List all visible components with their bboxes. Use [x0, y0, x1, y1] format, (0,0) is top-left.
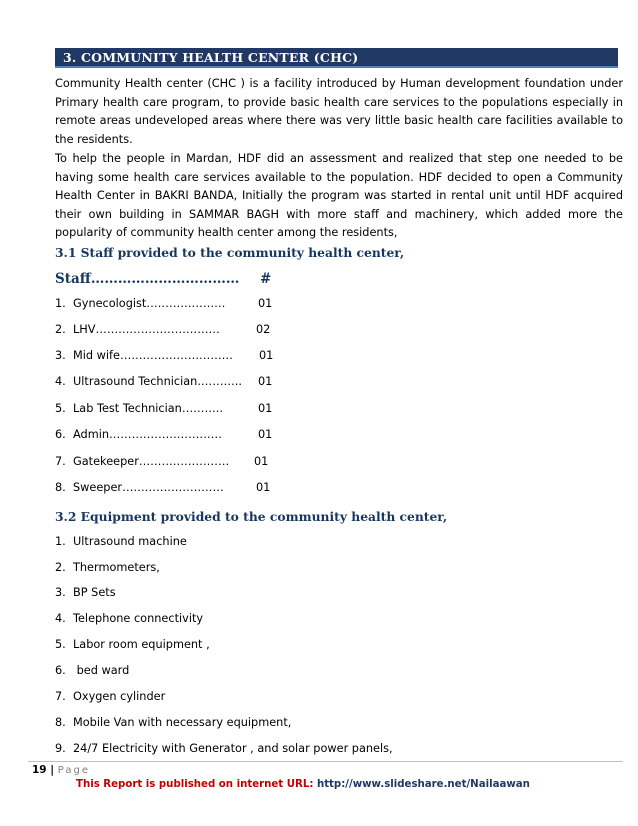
equipment-name: Thermometers, — [73, 561, 160, 574]
equipment-name: Oxygen cylinder — [73, 690, 166, 703]
staff-list-item — [55, 323, 271, 336]
list-number: 7. — [55, 690, 66, 703]
intro-paragraph-2: To help the people in Mardan, HDF did an assessment and realized that step one needed to be having some health care services available to the population. HDF decided to open a Community Health Center in BAKRI BANDA, Initially the program was started in rental unit until HDF acquired their own building in SAMMAR BAGH with more staff and machinery, which added more the popularity of community health center among the residents, — [55, 152, 623, 240]
staff-list-item — [55, 402, 273, 415]
footer-url-link[interactable]: http://www.slideshare.net/Nailaawan — [316, 779, 530, 790]
staff-count-column-label: # — [260, 271, 272, 287]
staff-count: 02 — [256, 323, 271, 336]
list-number: 1. — [55, 297, 66, 310]
equipment-list-item — [55, 561, 160, 574]
list-number: 8. — [55, 716, 66, 729]
list-number: 7. — [55, 455, 66, 468]
section-title-banner — [55, 48, 618, 68]
staff-column-header — [55, 271, 272, 287]
list-number: 3. — [55, 586, 66, 599]
staff-role: Mid wife………………………… — [73, 349, 233, 362]
staff-role: LHV…………………………… — [73, 323, 220, 336]
staff-count: 01 — [254, 455, 269, 468]
staff-column-label: Staff…………………………… — [55, 271, 240, 287]
staff-role: Admin………………………… — [73, 428, 222, 441]
page-number: 19 — [32, 764, 47, 776]
section-title: 3. COMMUNITY HEALTH CENTER (CHC) — [63, 50, 359, 65]
page-number-footer — [32, 764, 90, 776]
staff-count: 01 — [256, 481, 271, 494]
staff-list-item — [55, 455, 269, 468]
equipment-name: Mobile Van with necessary equipment, — [73, 716, 292, 729]
list-number: 9. — [55, 742, 66, 755]
equipment-name: 24/7 Electricity with Generator , and solar power panels, — [73, 742, 393, 755]
list-number: 3. — [55, 349, 66, 362]
list-number: 5. — [55, 638, 66, 651]
staff-list-item — [55, 481, 271, 494]
staff-role: Ultrasound Technician.……….. — [73, 375, 242, 388]
equipment-list-item — [55, 535, 187, 548]
equipment-list-item — [55, 664, 129, 677]
staff-count: 01 — [258, 402, 273, 415]
list-number: 6. — [55, 428, 66, 441]
list-number: 2. — [55, 323, 66, 336]
equipment-list-item — [55, 716, 291, 729]
equipment-list-item — [55, 612, 203, 625]
staff-list-item — [55, 297, 273, 310]
staff-role: Gatekeeper…………………… — [73, 455, 230, 468]
list-number: 8. — [55, 481, 66, 494]
staff-count: 01 — [259, 349, 274, 362]
page-separator: | — [50, 764, 55, 776]
staff-count: 01 — [258, 297, 273, 310]
staff-role: Lab Test Technician……….. — [73, 402, 223, 415]
page-word: Page — [57, 765, 90, 776]
list-number: 1. — [55, 535, 66, 548]
equipment-name: Ultrasound machine — [73, 535, 187, 548]
equipment-name: BP Sets — [73, 586, 116, 599]
staff-section-heading: 3.1 Staff provided to the community health center, — [55, 245, 405, 260]
staff-list-item — [55, 375, 273, 388]
equipment-list-item — [55, 690, 165, 703]
staff-list-item — [55, 349, 274, 362]
list-number: 2. — [55, 561, 66, 574]
staff-role: Gynecologist………………… — [73, 297, 226, 310]
equipment-list-item — [55, 742, 393, 755]
list-number: 4. — [55, 612, 66, 625]
staff-count: 01 — [258, 375, 273, 388]
staff-list-item — [55, 428, 273, 441]
equipment-list-item — [55, 638, 210, 651]
equipment-list-item — [55, 586, 116, 599]
list-number: 5. — [55, 402, 66, 415]
footer-note — [76, 779, 530, 790]
equipment-section-heading: 3.2 Equipment provided to the community health center, — [55, 509, 448, 524]
list-number: 6. — [55, 664, 66, 677]
equipment-name: Labor room equipment , — [73, 638, 210, 651]
intro-paragraph-1: Community Health center (CHC ) is a facility introduced by Human development foundation under Primary health care program, to provide basic health care services to the populations especially in remote areas undeveloped areas where there was very little basic health care facilities available to the residents. — [55, 77, 623, 146]
staff-count: 01 — [258, 428, 273, 441]
equipment-name: Telephone connectivity — [73, 612, 204, 625]
equipment-name: bed ward — [73, 664, 130, 677]
footer-divider — [28, 761, 623, 762]
list-number: 4. — [55, 375, 66, 388]
footer-note-prefix: This Report is published on internet URL: — [76, 779, 317, 790]
staff-role: Sweeper……………………… — [73, 481, 224, 494]
